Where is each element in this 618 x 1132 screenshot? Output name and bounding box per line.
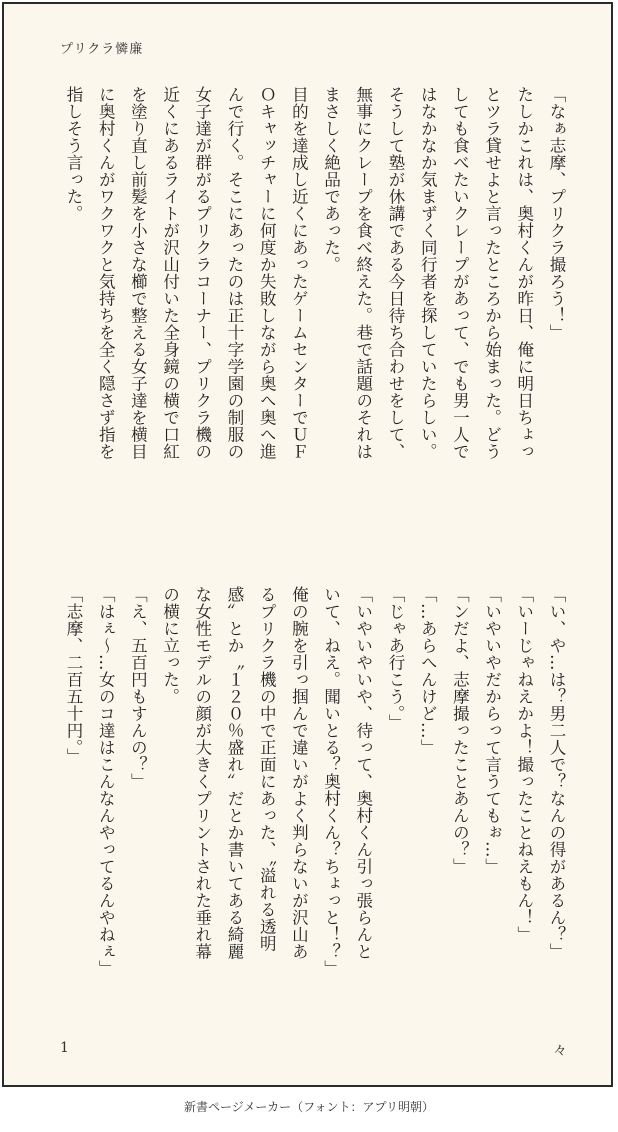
text-column: 「はぇ～…女のコ達はこんなんやってるんやねぇ」 [96,586,116,977]
text-column: 指しそう言った。 [64,86,83,222]
text-column: 女子達が群がるプリクラコーナー、プリクラ機の [192,86,212,460]
book-page [2,2,613,1087]
text-column: はなかなか気まずく同行者を探していたらしい。 [418,86,438,460]
page-number: 1 [60,1040,69,1056]
text-column: 「なぁ志摩、プリクラ撮ろう！」 [547,86,566,341]
text-column: そうして塾が休講である今日待ち合わせをして、 [386,86,405,460]
text-column: 「じゃあ行こう。」 [386,586,405,731]
text-column: 「…あらへんけど…」 [418,586,438,756]
text-column: るプリクラ機の中で正面にあった、〝溢れる透明 [257,586,277,952]
text-column: 「ンだよ、志摩撮ったことあんの？」 [450,586,470,875]
page-header-title: プリクラ憐廉 [60,42,144,57]
text-column: な女性モデルの顔が大きくプリントされた垂れ幕 [192,586,212,960]
text-column: まさしく絶品であった。 [321,86,341,273]
text-column: 感〟とか〝１２０％盛れ〟だとか書いてある綺麗 [225,586,244,960]
text-column: を塗り直し前髪を小さな櫛で整える女子達を横目 [128,86,148,460]
text-column: たしかこれは、奥村くんが昨日、俺に明日ちょっ [514,86,534,460]
text-column: の横に立った。 [160,586,180,705]
text-column: に奥村くんがワクワクと気持ちを全く隠さず指を [96,86,116,460]
text-column: とツラ貸せよと言ったところから始まった。どう [482,86,502,460]
text-column: 近くにあるライトが沢山付いた全身鏡の横で口紅 [160,86,180,460]
text-column: んで行く。そこにあったのは正十字学園の制服の [225,86,244,460]
text-column: いて、ねえ。聞いとる？奥村くん？ちょっと！？」 [321,586,341,977]
text-column: 無事にクレープを食べ終えた。巷で話題のそれは [353,86,373,460]
text-column: 「いやいやだからって言うてもぉ…」 [482,586,502,875]
continuation-mark: 々 [553,1043,567,1059]
text-column: 「いやいやいや、待って、奥村くん引っ張らんと [353,586,373,960]
text-column: 目的を達成し近くにあったゲームセンターでＵＦ [289,86,309,460]
text-column: 「え、五百円もすんの？」 [128,586,148,790]
text-column: Ｏキャッチャーに何度か失敗しながら奥へ奥へ進 [257,86,277,460]
text-column: 「い、や…は？男二人で？なんの得があるん？」 [547,586,566,960]
footer-caption: 新書ページメーカー（フォント：アプリ明朝） [183,1100,435,1114]
text-column: 俺の腕を引っ掴んで違いがよく判らないが沢山あ [289,586,309,960]
text-column: 「志摩、二百五十円。」 [64,586,83,765]
text-column: しても食べたいクレープがあって、でも男一人で [450,86,470,460]
text-column: 「いーじゃねえかよ！撮ったことねえもん！」 [514,586,534,943]
